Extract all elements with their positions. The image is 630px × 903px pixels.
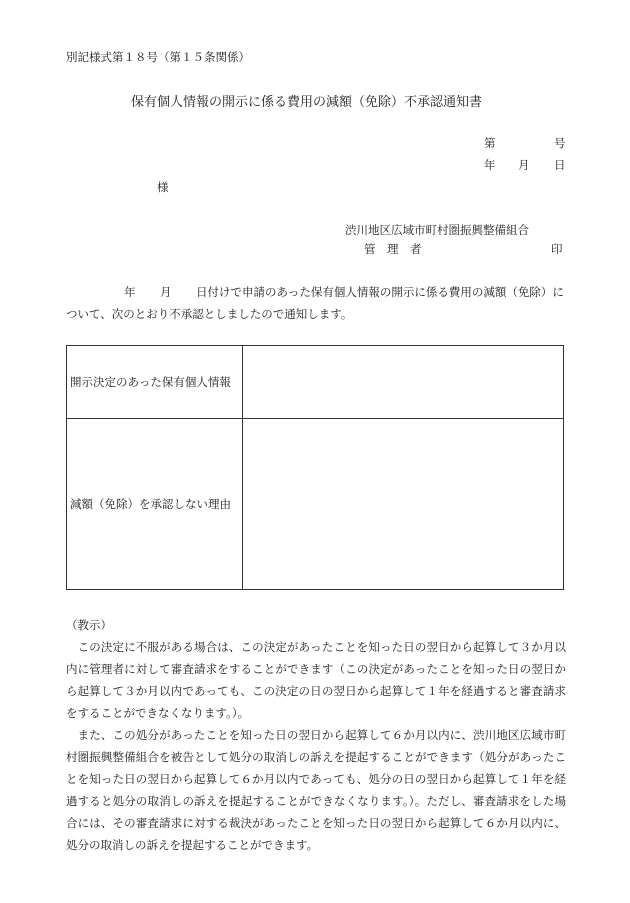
row-value-disclosed-info <box>243 346 564 419</box>
number-prefix: 第 <box>484 136 496 150</box>
notice-table <box>66 345 564 590</box>
notes-paragraph-1: この決定に不服がある場合は、この決定があったことを知った日の翌日から起算して３か月以内に管理者に対して審査請求をすることができます（この決定があったことを知った日の翌日から起算して３か月以内であっても、この決定の日の翌日から起算して１年を経過すると審査請求をすることができなくなります。）。 <box>66 640 566 720</box>
seal-mark: 印 <box>551 242 563 256</box>
intro-year: 年 <box>124 285 136 299</box>
row-label-disclosed-info: 開示決定のあった保有個人情報 <box>67 346 243 419</box>
notes-section <box>66 614 566 856</box>
table-row <box>67 419 564 590</box>
document-title: 保有個人情報の開示に係る費用の減額（免除）不承認通知書 <box>131 95 483 110</box>
date-month: 月 <box>518 158 530 172</box>
number-suffix: 号 <box>554 136 566 150</box>
date-year: 年 <box>484 158 496 172</box>
recipient-honorific: 様 <box>157 180 169 194</box>
row-label-rejection-reason: 減額（免除）を承認しない理由 <box>67 419 243 590</box>
notes-heading: （教示） <box>66 618 112 632</box>
intro-line-1: 日付けで申請のあった保有個人情報の開示に係る費用の減額（免除）に <box>196 285 564 299</box>
intro-month: 月 <box>160 285 172 299</box>
intro-line-2: ついて、次のとおり不承認としましたので通知します。 <box>66 307 353 321</box>
table-row <box>67 346 564 419</box>
sender-organization: 渋川地区広域市町村圏振興整備組合 <box>345 223 529 237</box>
sender-title: 管 理 者 <box>364 242 422 256</box>
form-reference: 別記様式第１８号（第１５条関係） <box>66 50 250 64</box>
row-value-rejection-reason <box>243 419 564 590</box>
date-day: 日 <box>554 158 566 172</box>
notes-paragraph-2: また、この処分があったことを知った日の翌日から起算して６か月以内に、渋川地区広域市町村圏振興整備組合を被告として処分の取消しの訴えを提起することができます（処分があったことを知った日の翌日から起算して６か月以内であっても、処分の日の翌日から起算して１年を経過すると処分の取消しの訴えを提起することができなくなります。）。ただし、審査請求をした場合には、その審査請求に対する裁決があったことを知った日の翌日から起算して６か月以内に、処分の取消しの訴えを提起することができます。 <box>66 728 566 852</box>
